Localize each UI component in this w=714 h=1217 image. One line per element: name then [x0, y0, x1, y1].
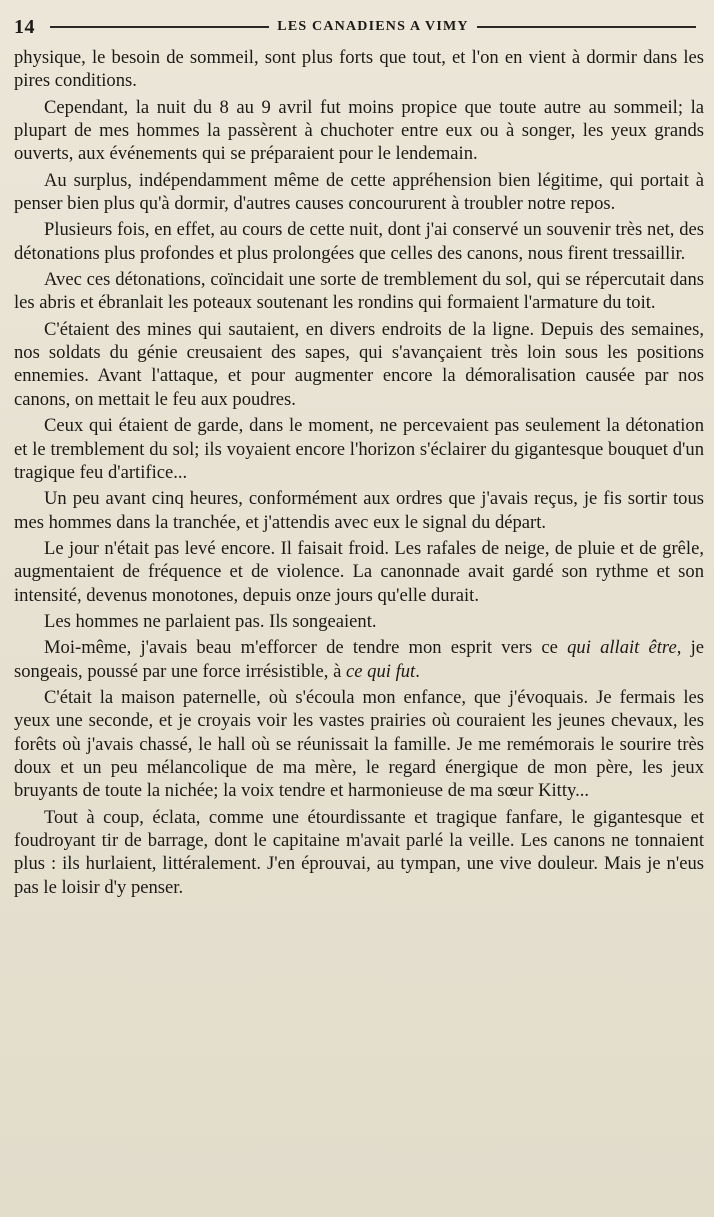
paragraph: Un peu avant cinq heures, conformément aux ordres que j'avais reçus, je fis sortir tous mes hommes dans la tranchée, et j'attendis avec eux le signal du départ. — [14, 488, 704, 533]
paragraph: C'était la maison paternelle, où s'écoula mon enfance, que j'évoquais. Je fermais les yeux une seconde, et je croyais voir les vastes prairies où couraient les jeunes chevaux, les forêts où j'avais chassé, le hall où se réunissait la famille. Je me remémorais le sourire très doux et un peu mélancolique de ma mère, le regard énergique de mon père, les jeux bruyants de toute la nichée; la voix tendre et harmonieuse de ma sœur Kitty... — [14, 686, 704, 802]
page-header — [14, 12, 704, 42]
paragraph: Plusieurs fois, en effet, au cours de cette nuit, dont j'ai conservé un souvenir très net, des détonations plus profondes et plus prolongées que celles des canons, nous firent tressaillir. — [14, 219, 704, 264]
running-title: LES CANADIENS A VIMY — [277, 19, 469, 34]
body-text — [14, 46, 704, 899]
paragraph: Ceux qui étaient de garde, dans le moment, ne percevaient pas seulement la détonation et le tremblement du sol; ils voyaient encore l'horizon s'éclairer du gigantesque bouquet d'un tragique feu d'artifice... — [14, 415, 704, 483]
paragraph: Les hommes ne parlaient pas. Ils songeaient. — [44, 610, 377, 632]
paragraph: C'étaient des mines qui sautaient, en divers endroits de la ligne. Depuis des semaines, nos soldats du génie creusaient des sapes, qui s'avançaient très loin sous les positions ennemies. Avant l'attaque, et pour augmenter encore la démoralisation causée par nos canons, on mettait le feu aux poudres. — [14, 318, 704, 410]
paragraph-text: Moi-même, j'avais beau m'efforcer de tendre mon esprit vers ce — [44, 637, 568, 659]
paragraph: Le jour n'était pas levé encore. Il faisait froid. Les rafales de neige, de pluie et de grêle, augmentaient de fréquence et de violence. La canonnade avait gardé son rythme et son intensité, devenus monotones, depuis onze jours qu'elle durait. — [14, 537, 704, 606]
paragraph — [14, 636, 704, 683]
paragraph-text: . — [415, 660, 420, 682]
paragraph: Tout à coup, éclata, comme une étourdissante et tragique fanfare, le gigantesque et foudroyant tir de barrage, dont le capitaine m'avait parlé la veille. Les canons ne tonnaient plus : ils hurlaient, littéralement. J'en éprouvai, au tympan, une vive douleur. Mais je n'eus pas le loisir d'y penser. — [14, 806, 704, 898]
paragraph: physique, le besoin de sommeil, sont plus forts que tout, et l'on en vient à dormir dans les pires conditions. — [14, 47, 704, 92]
paragraph-text: , je songeais, poussé par une force irrésistible, à — [14, 637, 704, 682]
paragraph: Avec ces détonations, coïncidait une sorte de tremblement du sol, qui se répercutait dans les abris et ébranlait les poteaux soutenant les rondins qui formaient l'armature du toit. — [14, 269, 704, 314]
page-number: 14 — [14, 15, 35, 38]
italic-phrase: qui allait être — [567, 637, 677, 659]
paragraph: Au surplus, indépendamment même de cette appréhension bien légitime, qui portait à penser bien plus qu'à dormir, d'autres causes concoururent à troubler notre repos. — [14, 169, 704, 215]
italic-phrase: ce qui fut — [346, 660, 416, 682]
paragraph: Cependant, la nuit du 8 au 9 avril fut moins propice que toute autre au sommeil; la plupart de mes hommes la passèrent à chuchoter entre eux ou à songer, les yeux grands ouverts, aux événements qui se préparaient pour le lendemain. — [14, 96, 704, 165]
header-rule-right — [477, 26, 696, 28]
header-rule-left — [50, 26, 269, 28]
